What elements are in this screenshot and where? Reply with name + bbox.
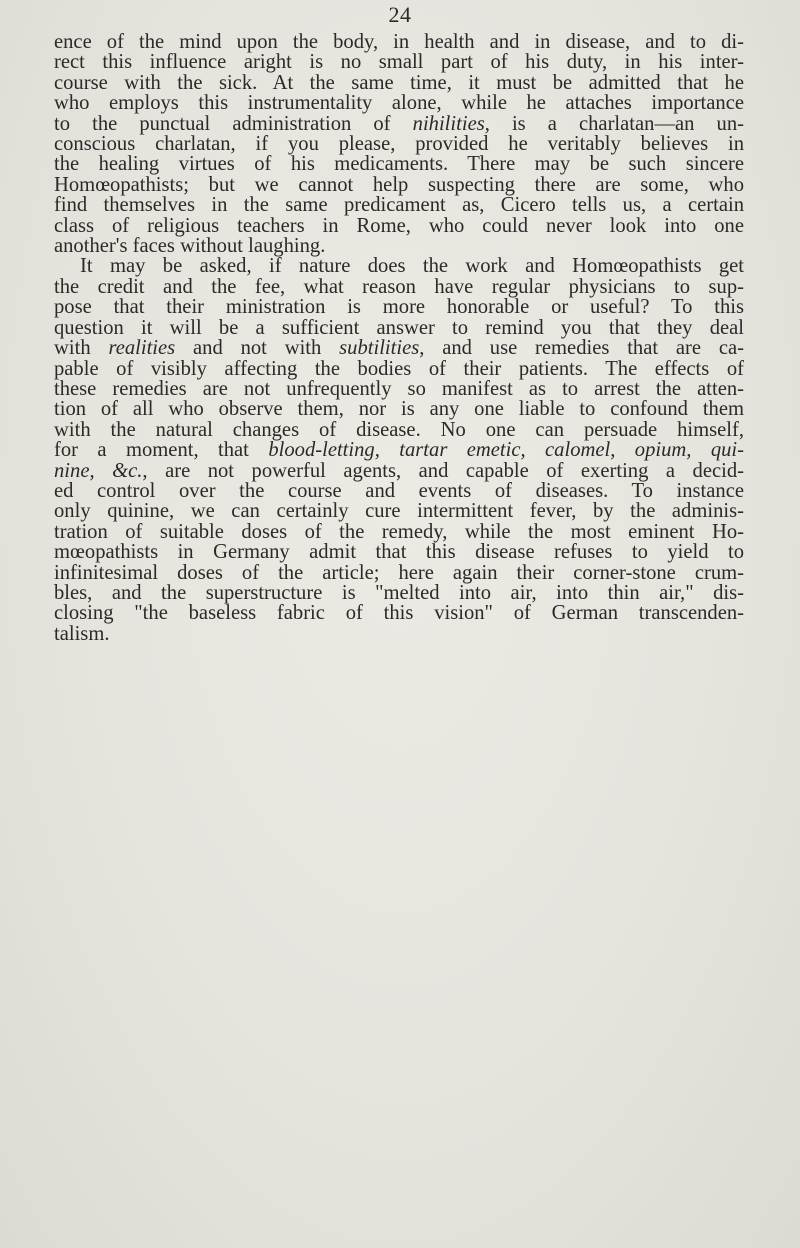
text-segment: , are not powerful agents, and capable of exerting a decid-	[142, 459, 744, 482]
text-line: mœopathists in Germany admit that this disease refuses to yield to	[54, 541, 744, 564]
text-segment: and not with	[193, 337, 322, 360]
text-line	[54, 114, 744, 134]
text-line: class of religious teachers in Rome, who could never look into one	[54, 214, 744, 237]
text-line: with the natural changes of disease. No one can persuade himself,	[54, 418, 744, 441]
body-text	[54, 32, 744, 644]
text-line: the healing virtues of his medicaments. There may be such sincere	[54, 153, 744, 176]
page-number: 24	[388, 2, 412, 27]
text-line: these remedies are not unfrequently so manifest as to arrest the atten-	[54, 377, 744, 400]
text-line: another's faces without laughing.	[54, 235, 326, 258]
text-segment: to the punctual administration of	[54, 112, 391, 135]
text-line: tion of all who observe them, nor is any one liable to confound them	[54, 398, 744, 421]
text-line: infinitesimal doses of the article; here again their corner-stone crum-	[54, 561, 744, 584]
text-line: Homœopathists; but we cannot help suspecting there are some, who	[54, 173, 744, 196]
italic-term: blood-letting, tartar emetic, calomel, opium, qui-	[268, 439, 745, 462]
text-line: only quinine, we can certainly cure intermittent fever, by the adminis-	[54, 500, 744, 523]
text-line: rect this influence aright is no small part of his duty, in his inter-	[54, 51, 744, 74]
text-line: the credit and the fee, what reason have regular physicians to sup-	[54, 275, 744, 298]
text-line: who employs this instrumentality alone, while he attaches importance	[54, 92, 744, 115]
text-segment: with	[54, 337, 91, 360]
text-segment: for a moment, that	[54, 439, 249, 462]
text-line: question it will be a sufficient answer to remind you that they deal	[54, 316, 744, 339]
italic-term: subtilities	[339, 337, 420, 360]
italic-term: nine, &c.	[54, 459, 143, 482]
text-line	[54, 440, 744, 460]
text-line: talism.	[54, 622, 110, 645]
text-line: It may be asked, if nature does the work and Homœopathists get	[80, 255, 744, 278]
paragraph-1	[54, 32, 744, 256]
text-segment: , is a charlatan—an un-	[484, 112, 745, 135]
text-line	[54, 461, 744, 481]
text-line: bles, and the superstructure is "melted into air, into thin air," dis-	[54, 581, 744, 604]
text-line: ence of the mind upon the body, in health and in disease, and to di-	[54, 31, 744, 53]
italic-term: realities	[108, 337, 176, 360]
text-line: pose that their ministration is more honorable or useful? To this	[54, 296, 744, 319]
text-line: pable of visibly affecting the bodies of their patients. The effects of	[54, 357, 744, 380]
italic-term: nihilities	[412, 112, 485, 135]
text-line: conscious charlatan, if you please, provided he veritably believes in	[54, 133, 744, 156]
text-line: tration of suitable doses of the remedy, while the most eminent Ho-	[54, 520, 744, 543]
text-line: find themselves in the same predicament as, Cicero tells us, a certain	[54, 194, 744, 217]
text-segment: , and use remedies that are ca-	[419, 337, 744, 360]
text-line	[54, 338, 744, 358]
text-line: course with the sick. At the same time, it must be admitted that he	[54, 71, 744, 94]
paragraph-2	[54, 256, 744, 644]
text-line: ed control over the course and events of diseases. To instance	[54, 479, 744, 502]
text-line: closing "the baseless fabric of this vision" of German transcenden-	[54, 602, 744, 625]
